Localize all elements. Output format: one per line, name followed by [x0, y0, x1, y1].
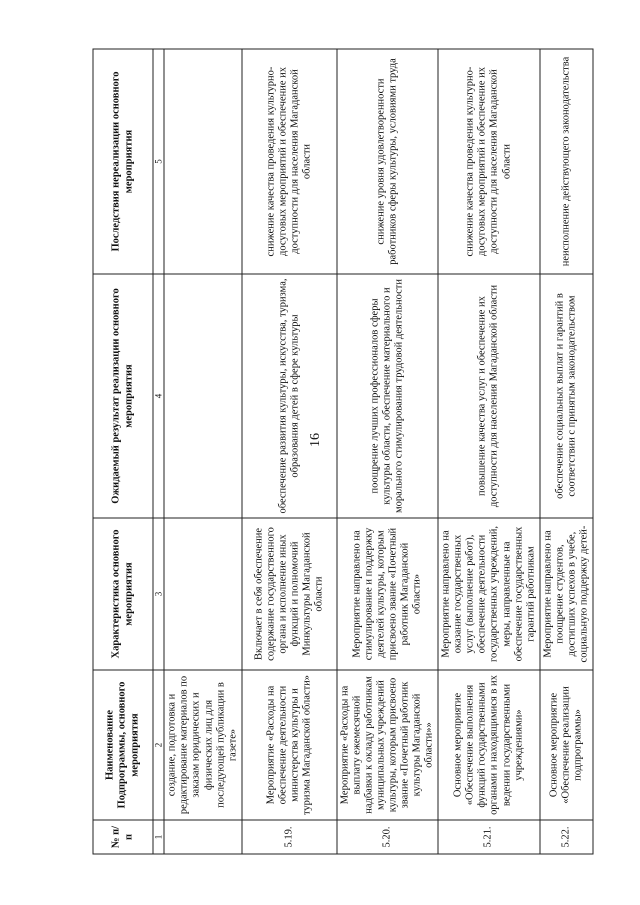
column-number: 2 — [153, 670, 164, 820]
table-header-row — [93, 49, 153, 854]
row-number: 5.22. — [540, 820, 593, 854]
row-result: обеспечение социальных выплат и гарантий в соответствии с принятым законодательством — [540, 274, 593, 518]
column-number: 4 — [153, 274, 164, 518]
row-result — [164, 274, 241, 518]
program-table-sheet — [93, 50, 590, 855]
row-number — [164, 820, 241, 854]
row-characteristic — [164, 518, 241, 670]
row-characteristic: Мероприятие направлено на поощрение студентов, достигших успехов в учебе, социальную поддержку детей- — [540, 518, 593, 670]
row-name: Основное мероприятие «Обеспечение реализации подпрограммы» — [540, 670, 593, 820]
header-result: Ожидаемый результат реализации основного мероприятия — [93, 274, 153, 518]
table-row — [438, 49, 540, 854]
row-number: 5.19. — [242, 820, 337, 854]
header-consequence: Последствия нереализации основного мероприятия — [93, 49, 153, 274]
header-number: № п/п — [93, 820, 153, 854]
row-name: Мероприятие «Расходы на обеспечение деятельности министерства культуры и туризма Магаданской области» — [242, 670, 337, 820]
row-number: 5.21. — [438, 820, 540, 854]
row-name: создание, подготовка и редактирование материалов по заказам юридических и физических лиц для последующей публикации в газете» — [164, 670, 241, 820]
row-consequence: неисполнение действующего законодательства — [540, 49, 593, 274]
header-characteristic: Характеристика основного мероприятия — [93, 518, 153, 670]
row-result: обеспечение развития культуры, искусства, туризма, образования детей в сфере культуры — [242, 274, 337, 518]
row-characteristic: Включает в себя обеспечение содержание государственного органа и исполнение иных функций и полномочий Минкультуры Магаданской области — [242, 518, 337, 670]
row-name: Основное мероприятие «Обеспечение выполнения функций государственными органами и находящимися в их ведении государственными учреждениями» — [438, 670, 540, 820]
row-consequence: снижение уровня удовлетворенности работников сферы культуры, условиями труда — [337, 49, 439, 274]
row-consequence: снижение качества проведения культурно-досуговых мероприятий и обеспечение их доступности для населения Магаданской области — [242, 49, 337, 274]
row-consequence — [164, 49, 241, 274]
table-row — [337, 49, 439, 854]
column-number: 1 — [153, 820, 164, 854]
table-row — [540, 49, 593, 854]
header-name: Наименование Подпрограммы, основного мероприятия — [93, 670, 153, 820]
row-result: поощрение лучших профессионалов сферы культуры области, обеспечение материального и морального стимулирования трудовой деятельности — [337, 274, 439, 518]
column-number: 3 — [153, 518, 164, 670]
row-consequence: снижение качества проведения культурно-досуговых мероприятий и обеспечение их доступности для населения Магаданской области — [438, 49, 540, 274]
column-numbers-row — [153, 49, 164, 854]
program-table — [93, 49, 594, 855]
row-characteristic: Мероприятие направлено на стимулирование и поддержку деятелей культуры, которым присвоено звание «Почетный работник Магаданской области» — [337, 518, 439, 670]
row-result: повышение качества услуг и обеспечение их доступности для населения Магаданской области — [438, 274, 540, 518]
row-characteristic: Мероприятие направлено на оказание государственных услуг (выполнение работ), обеспечение деятельности государственных учреждений, меры, направленные на обеспечение государственных гарантий работникам — [438, 518, 540, 670]
page-number: 16 — [308, 433, 323, 447]
row-number: 5.20. — [337, 820, 439, 854]
table-row — [164, 49, 241, 854]
row-name: Мероприятие «Расходы на выплату ежемесячной надбавки к окладу работникам муниципальных учреждений культуры, которым присвоено звание «Почетный работник культуры Магаданской области»» — [337, 670, 439, 820]
column-number: 5 — [153, 49, 164, 274]
table-row — [242, 49, 337, 854]
